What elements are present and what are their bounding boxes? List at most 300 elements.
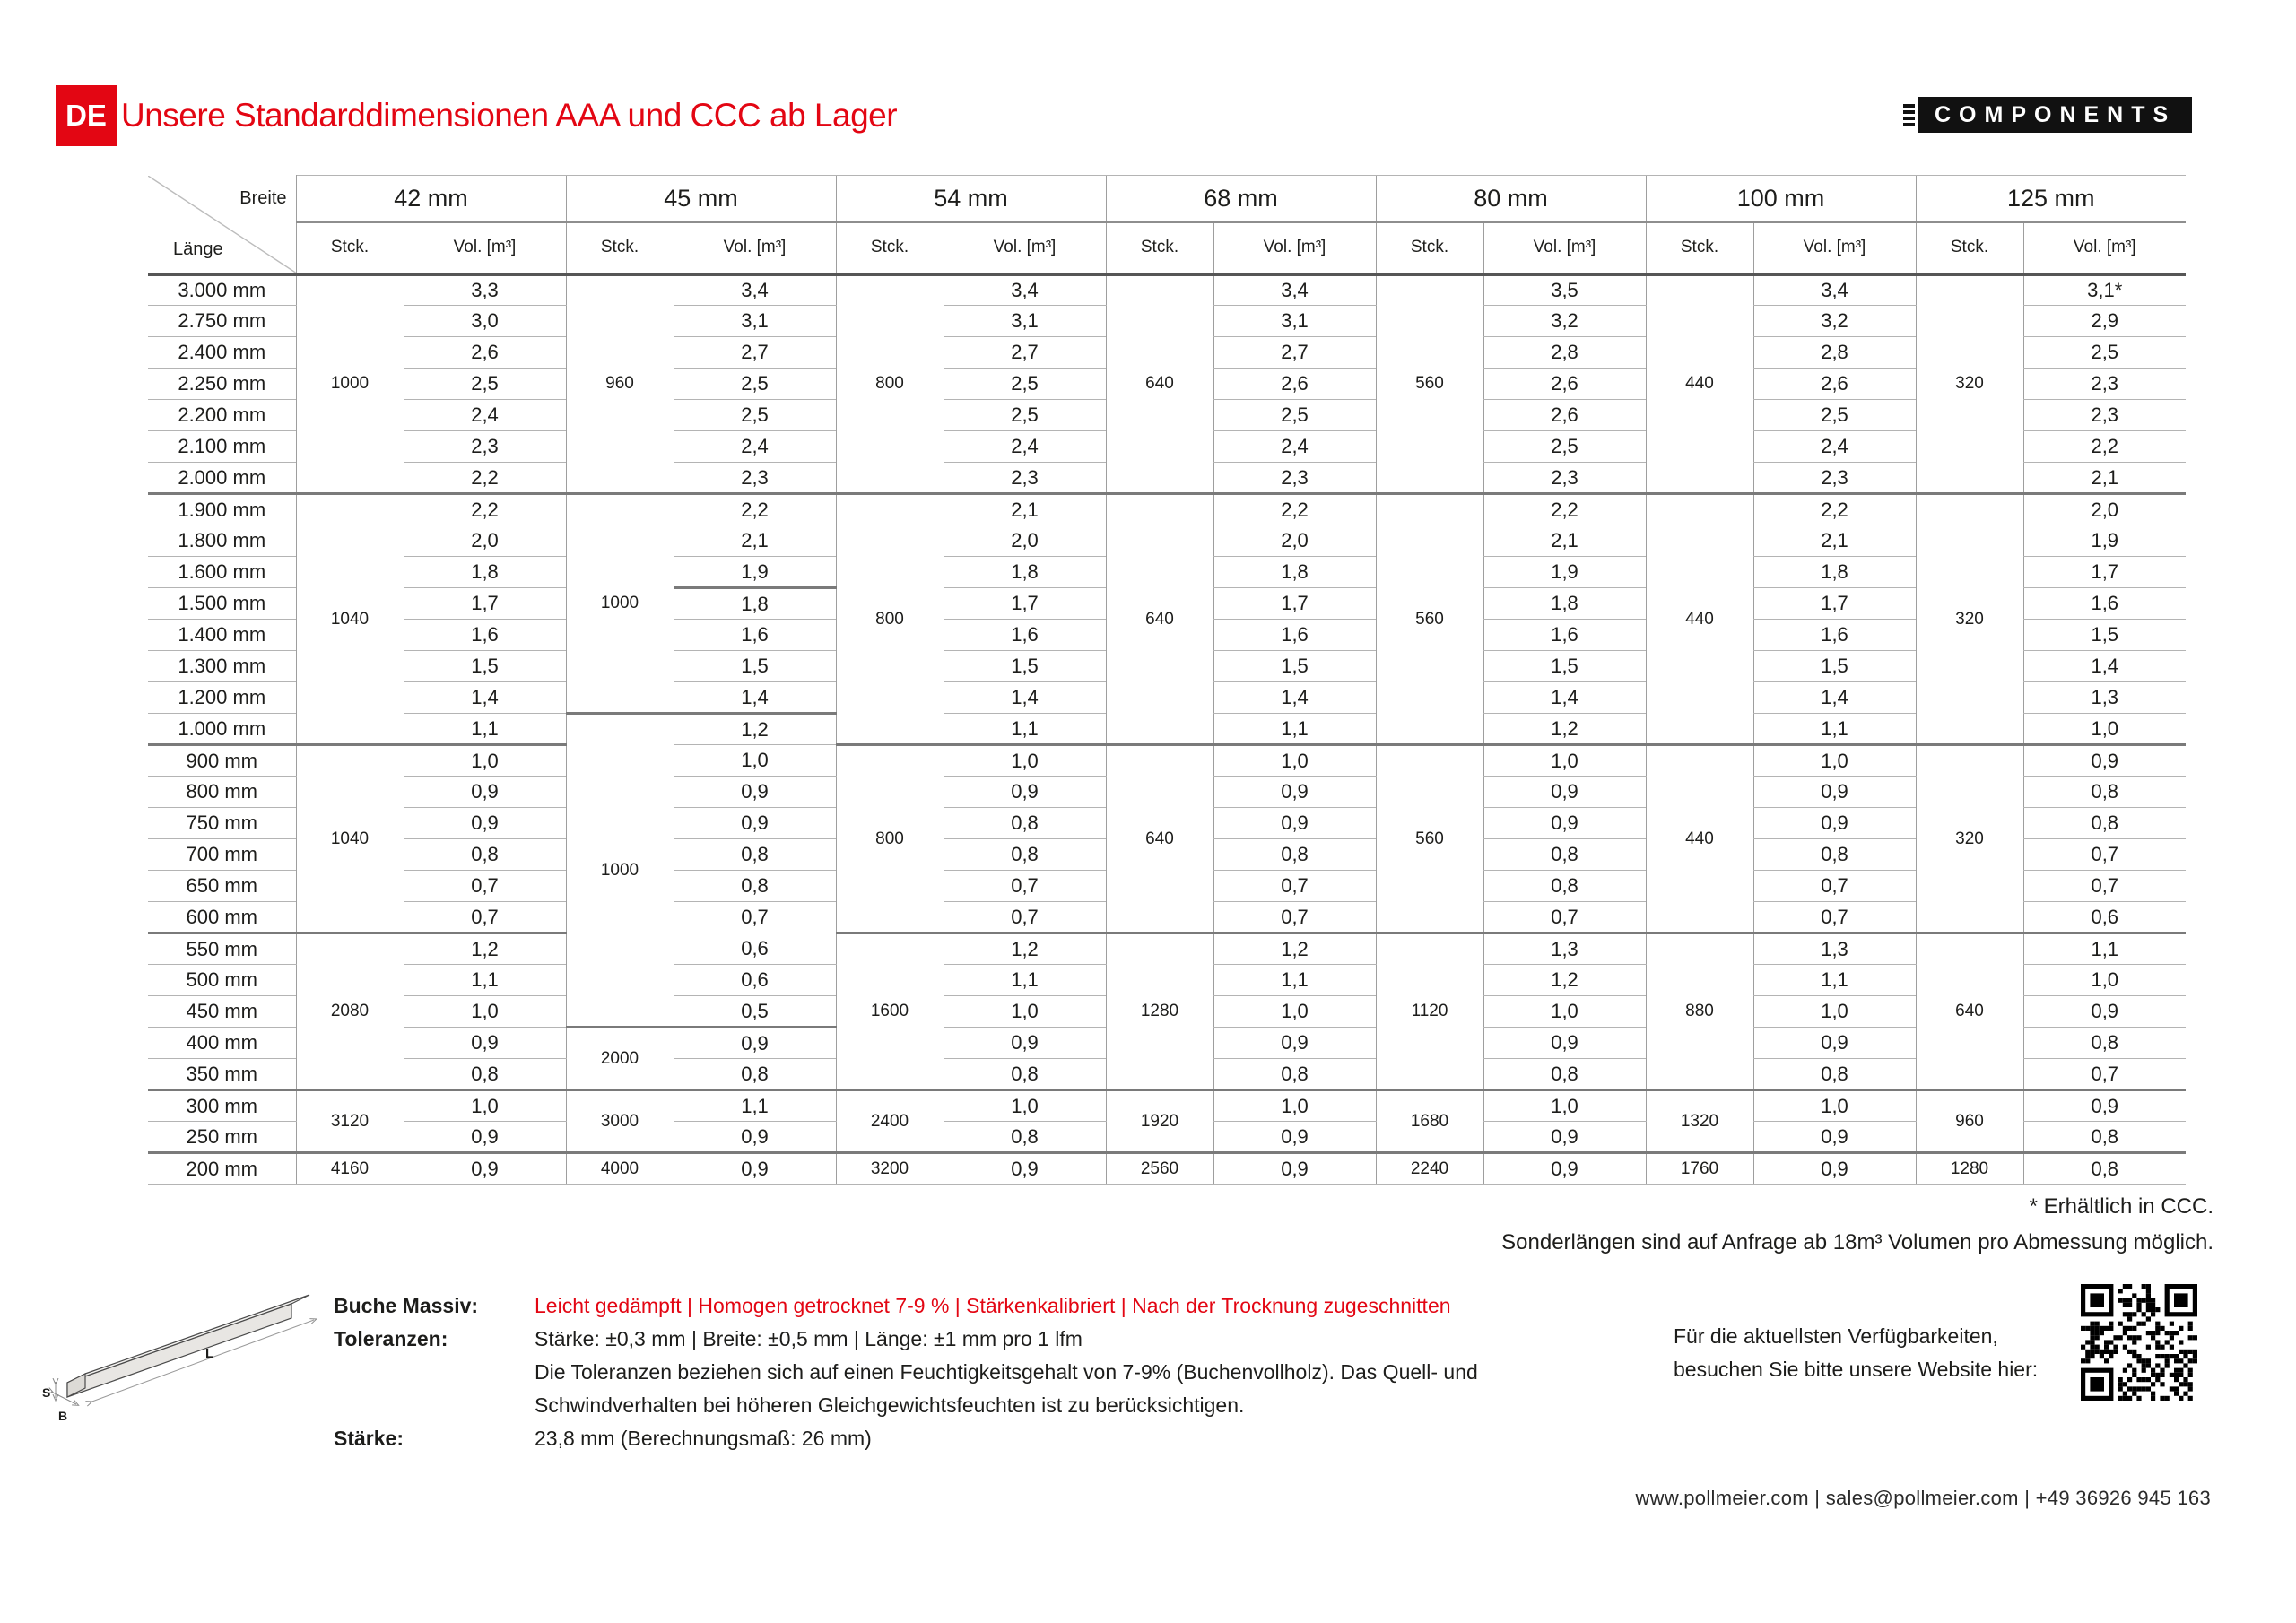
- corner-label-breite: Breite: [239, 187, 287, 208]
- vol-cell: 1,4: [2023, 651, 2186, 682]
- vol-cell: 0,9: [1753, 1122, 1916, 1153]
- stck-cell: 800: [836, 745, 944, 933]
- vol-cell: 2,6: [1483, 400, 1646, 431]
- vol-cell: 2,5: [1753, 400, 1916, 431]
- vol-cell: 2,3: [404, 431, 566, 463]
- vol-cell: 0,9: [404, 1153, 566, 1185]
- vol-cell: 0,8: [1753, 839, 1916, 871]
- length-cell: 1.600 mm: [148, 557, 296, 588]
- website-note-line1: Für die aktuellsten Verfügbarkeiten,: [1674, 1324, 1998, 1348]
- vol-cell: 0,9: [1753, 777, 1916, 808]
- vol-cell: 2,2: [1483, 494, 1646, 525]
- vol-cell: 2,0: [2023, 494, 2186, 525]
- stck-cell: 1040: [296, 494, 404, 745]
- vol-cell: 0,9: [1483, 1122, 1646, 1153]
- vol-cell: 2,9: [2023, 306, 2186, 337]
- vol-cell: 2,4: [404, 400, 566, 431]
- vol-cell: 0,9: [1753, 808, 1916, 839]
- vol-cell: 1,8: [1213, 557, 1376, 588]
- vol-cell: 1,2: [674, 714, 836, 745]
- stck-subheader: Stck.: [1646, 222, 1753, 274]
- vol-cell: 1,7: [2023, 557, 2186, 588]
- vol-cell: 1,0: [1753, 1090, 1916, 1122]
- vol-cell: 1,0: [2023, 965, 2186, 996]
- vol-cell: 0,9: [674, 777, 836, 808]
- vol-cell: 1,5: [944, 651, 1106, 682]
- length-cell: 250 mm: [148, 1122, 296, 1153]
- spec-text: Leicht gedämpft | Homogen getrocknet 7-9 % | Stärkenkalibriert | Nach der Trocknung zugeschnitten: [535, 1294, 1451, 1317]
- vol-cell: 0,9: [674, 808, 836, 839]
- vol-cell: 1,2: [1483, 965, 1646, 996]
- width-header: 68 mm: [1106, 176, 1376, 222]
- vol-cell: 0,7: [1753, 902, 1916, 933]
- stck-cell: 1320: [1646, 1090, 1753, 1153]
- vol-cell: 2,0: [1213, 525, 1376, 557]
- width-header: 100 mm: [1646, 176, 1916, 222]
- vol-cell: 0,9: [1213, 1028, 1376, 1059]
- corner-label-laenge: Länge: [173, 239, 223, 259]
- vol-cell: 1,5: [1753, 651, 1916, 682]
- vol-cell: 2,6: [404, 337, 566, 369]
- vol-cell: 0,7: [1753, 871, 1916, 902]
- stck-cell: 2240: [1376, 1153, 1483, 1185]
- spec-row: [334, 1422, 1478, 1455]
- vol-cell: 2,1: [674, 525, 836, 557]
- vol-cell: 3,1: [674, 306, 836, 337]
- vol-cell: 1,2: [1483, 714, 1646, 745]
- vol-cell: 2,5: [404, 369, 566, 400]
- vol-cell: 2,4: [674, 431, 836, 463]
- vol-subheader: Vol. [m³]: [1483, 222, 1646, 274]
- stck-cell: 3120: [296, 1090, 404, 1153]
- vol-cell: 2,5: [944, 400, 1106, 431]
- vol-cell: 0,9: [2023, 996, 2186, 1028]
- logo-bars-icon: [1903, 104, 1915, 126]
- contact-footer: www.pollmeier.com | sales@pollmeier.com | +49 36926 945 163: [1635, 1487, 2211, 1509]
- vol-cell: 0,7: [1483, 902, 1646, 933]
- vol-cell: 1,5: [1213, 651, 1376, 682]
- stck-cell: 640: [1916, 933, 2023, 1090]
- vol-subheader: Vol. [m³]: [1753, 222, 1916, 274]
- vol-cell: 1,1: [1213, 714, 1376, 745]
- page-title: Unsere Standarddimensionen AAA und CCC ab Lager: [121, 97, 898, 134]
- vol-cell: 3,4: [674, 274, 836, 306]
- vol-cell: 1,0: [1753, 996, 1916, 1028]
- beam-illustration: [40, 1266, 336, 1445]
- vol-cell: 1,2: [1213, 933, 1376, 965]
- width-header: 42 mm: [296, 176, 566, 222]
- vol-cell: 0,8: [2023, 808, 2186, 839]
- vol-cell: 1,0: [674, 745, 836, 777]
- vol-cell: 1,5: [2023, 620, 2186, 651]
- dimensions-table: [148, 175, 2186, 1185]
- vol-subheader: Vol. [m³]: [674, 222, 836, 274]
- vol-cell: 1,0: [404, 745, 566, 777]
- length-cell: 900 mm: [148, 745, 296, 777]
- stck-cell: 640: [1106, 745, 1213, 933]
- length-cell: 400 mm: [148, 1028, 296, 1059]
- width-header: 45 mm: [566, 176, 836, 222]
- vol-cell: 2,3: [674, 463, 836, 494]
- vol-cell: 0,8: [944, 808, 1106, 839]
- vol-cell: 1,7: [1753, 588, 1916, 620]
- vol-cell: 1,1: [404, 965, 566, 996]
- vol-cell: 2,3: [1483, 463, 1646, 494]
- length-cell: 200 mm: [148, 1153, 296, 1185]
- website-note: [1674, 1320, 2038, 1386]
- vol-cell: 1,7: [1213, 588, 1376, 620]
- vol-cell: 1,8: [1483, 588, 1646, 620]
- vol-cell: 1,1: [944, 965, 1106, 996]
- vol-cell: 2,0: [944, 525, 1106, 557]
- vol-cell: 2,4: [1213, 431, 1376, 463]
- vol-cell: 1,8: [404, 557, 566, 588]
- vol-cell: 1,1: [1753, 714, 1916, 745]
- spec-text: Stärke: ±0,3 mm | Breite: ±0,5 mm | Länge: ±1 mm pro 1 lfm Die Toleranzen beziehen sich auf einen Feuchtigkeitsgehalt von 7-9% (Buchenvollholz). Das Quell- und Schwindverhalten bei höheren Gleichgewichtsfeuchten ist zu berücksichtigen.: [535, 1327, 1478, 1417]
- vol-cell: 1,0: [1483, 1090, 1646, 1122]
- stck-subheader: Stck.: [1376, 222, 1483, 274]
- vol-cell: 0,9: [674, 1028, 836, 1059]
- length-cell: 2.200 mm: [148, 400, 296, 431]
- vol-cell: 1,6: [674, 620, 836, 651]
- vol-cell: 2,4: [1753, 431, 1916, 463]
- beam-label-l: L: [205, 1346, 214, 1361]
- specs: [334, 1289, 1478, 1455]
- stck-cell: 1280: [1106, 933, 1213, 1090]
- vol-cell: 1,0: [404, 1090, 566, 1122]
- vol-cell: 2,5: [1483, 431, 1646, 463]
- vol-cell: 2,3: [944, 463, 1106, 494]
- vol-cell: 1,4: [1483, 682, 1646, 714]
- vol-cell: 0,9: [1213, 1153, 1376, 1185]
- vol-cell: 2,7: [674, 337, 836, 369]
- vol-cell: 1,0: [1213, 996, 1376, 1028]
- length-cell: 650 mm: [148, 871, 296, 902]
- vol-cell: 1,0: [944, 996, 1106, 1028]
- length-cell: 2.400 mm: [148, 337, 296, 369]
- stck-cell: 3000: [566, 1090, 674, 1153]
- vol-cell: 1,4: [1213, 682, 1376, 714]
- vol-cell: 1,0: [944, 745, 1106, 777]
- length-cell: 350 mm: [148, 1059, 296, 1090]
- vol-cell: 1,0: [2023, 714, 2186, 745]
- logo-text: COMPONENTS: [1935, 101, 2177, 127]
- length-cell: 500 mm: [148, 965, 296, 996]
- vol-cell: 0,8: [404, 1059, 566, 1090]
- vol-cell: 2,4: [944, 431, 1106, 463]
- length-cell: 2.250 mm: [148, 369, 296, 400]
- vol-cell: 1,6: [1483, 620, 1646, 651]
- vol-cell: 2,6: [1213, 369, 1376, 400]
- vol-cell: 0,9: [1483, 777, 1646, 808]
- vol-cell: 0,6: [2023, 902, 2186, 933]
- length-cell: 1.300 mm: [148, 651, 296, 682]
- vol-cell: 0,8: [1483, 871, 1646, 902]
- vol-cell: 0,9: [1483, 1028, 1646, 1059]
- stck-cell: 1760: [1646, 1153, 1753, 1185]
- vol-cell: 3,2: [1483, 306, 1646, 337]
- length-cell: 1.000 mm: [148, 714, 296, 745]
- vol-cell: 3,5: [1483, 274, 1646, 306]
- vol-cell: 0,9: [404, 1028, 566, 1059]
- vol-cell: 2,2: [2023, 431, 2186, 463]
- vol-cell: 0,9: [404, 1122, 566, 1153]
- vol-cell: 1,1: [1213, 965, 1376, 996]
- vol-cell: 0,9: [944, 1153, 1106, 1185]
- stck-cell: 960: [1916, 1090, 2023, 1153]
- vol-cell: 1,4: [404, 682, 566, 714]
- vol-cell: 1,1: [1753, 965, 1916, 996]
- vol-cell: 0,9: [1753, 1028, 1916, 1059]
- beam-label-b: B: [58, 1409, 68, 1423]
- vol-cell: 1,2: [944, 933, 1106, 965]
- vol-cell: 2,5: [674, 369, 836, 400]
- footnotes: [1501, 1189, 2213, 1261]
- vol-cell: 3,4: [1753, 274, 1916, 306]
- vol-cell: 1,4: [674, 682, 836, 714]
- spec-row: [334, 1323, 1478, 1422]
- vol-cell: 1,1: [404, 714, 566, 745]
- vol-cell: 1,6: [404, 620, 566, 651]
- stck-cell: 1040: [296, 745, 404, 933]
- vol-cell: 2,7: [1213, 337, 1376, 369]
- vol-cell: 0,8: [1213, 1059, 1376, 1090]
- vol-cell: 0,7: [944, 902, 1106, 933]
- vol-cell: 2,2: [404, 494, 566, 525]
- stck-cell: 560: [1376, 494, 1483, 745]
- stck-cell: 640: [1106, 274, 1213, 494]
- stck-subheader: Stck.: [1106, 222, 1213, 274]
- vol-cell: 1,1: [2023, 933, 2186, 965]
- vol-cell: 0,7: [944, 871, 1106, 902]
- stck-cell: 1000: [566, 714, 674, 1028]
- vol-cell: 0,8: [944, 1122, 1106, 1153]
- stck-cell: 880: [1646, 933, 1753, 1090]
- stck-cell: 1600: [836, 933, 944, 1090]
- length-cell: 1.800 mm: [148, 525, 296, 557]
- vol-cell: 0,6: [674, 965, 836, 996]
- stck-cell: 320: [1916, 274, 2023, 494]
- vol-subheader: Vol. [m³]: [1213, 222, 1376, 274]
- vol-cell: 1,5: [674, 651, 836, 682]
- vol-cell: 2,8: [1753, 337, 1916, 369]
- vol-cell: 0,9: [404, 808, 566, 839]
- vol-subheader: Vol. [m³]: [944, 222, 1106, 274]
- stck-cell: 2080: [296, 933, 404, 1090]
- vol-cell: 0,8: [2023, 1028, 2186, 1059]
- logo-box: [1918, 97, 2192, 133]
- vol-cell: 1,4: [1753, 682, 1916, 714]
- vol-cell: 0,7: [1213, 902, 1376, 933]
- stck-cell: 800: [836, 274, 944, 494]
- vol-cell: 0,7: [404, 871, 566, 902]
- vol-cell: 1,3: [2023, 682, 2186, 714]
- stck-cell: 960: [566, 274, 674, 494]
- vol-cell: 2,3: [2023, 369, 2186, 400]
- vol-cell: 3,4: [944, 274, 1106, 306]
- length-cell: 3.000 mm: [148, 274, 296, 306]
- vol-cell: 0,8: [944, 839, 1106, 871]
- vol-cell: 3,3: [404, 274, 566, 306]
- components-logo: [1903, 97, 2192, 133]
- vol-cell: 1,0: [404, 996, 566, 1028]
- vol-cell: 2,2: [1753, 494, 1916, 525]
- vol-cell: 0,9: [1753, 1153, 1916, 1185]
- stck-cell: 560: [1376, 745, 1483, 933]
- vol-cell: 3,1: [944, 306, 1106, 337]
- vol-cell: 0,9: [1483, 1153, 1646, 1185]
- vol-cell: 1,8: [944, 557, 1106, 588]
- vol-cell: 3,2: [1753, 306, 1916, 337]
- vol-cell: 0,8: [1483, 1059, 1646, 1090]
- vol-cell: 0,8: [2023, 1122, 2186, 1153]
- vol-cell: 1,9: [674, 557, 836, 588]
- vol-cell: 2,3: [1753, 463, 1916, 494]
- vol-cell: 0,7: [2023, 839, 2186, 871]
- width-header: 54 mm: [836, 176, 1106, 222]
- vol-cell: 2,7: [944, 337, 1106, 369]
- vol-cell: 2,3: [1213, 463, 1376, 494]
- vol-cell: 1,6: [2023, 588, 2186, 620]
- vol-cell: 0,9: [944, 1028, 1106, 1059]
- stck-subheader: Stck.: [836, 222, 944, 274]
- vol-cell: 0,9: [944, 777, 1106, 808]
- stck-subheader: Stck.: [566, 222, 674, 274]
- vol-cell: 2,0: [404, 525, 566, 557]
- spec-row: [334, 1289, 1478, 1323]
- stck-cell: 1920: [1106, 1090, 1213, 1153]
- vol-cell: 1,3: [1753, 933, 1916, 965]
- stck-cell: 3200: [836, 1153, 944, 1185]
- vol-cell: 0,8: [674, 1059, 836, 1090]
- vol-cell: 2,3: [2023, 400, 2186, 431]
- vol-cell: 2,5: [1213, 400, 1376, 431]
- spec-label: Stärke:: [334, 1427, 404, 1450]
- vol-cell: 2,1: [1483, 525, 1646, 557]
- vol-cell: 1,0: [944, 1090, 1106, 1122]
- beam-label-s: S: [42, 1385, 51, 1400]
- length-cell: 450 mm: [148, 996, 296, 1028]
- stck-subheader: Stck.: [1916, 222, 2023, 274]
- vol-cell: 3,0: [404, 306, 566, 337]
- vol-cell: 2,1: [2023, 463, 2186, 494]
- vol-cell: 1,3: [1483, 933, 1646, 965]
- vol-cell: 1,7: [944, 588, 1106, 620]
- vol-cell: 2,6: [1483, 369, 1646, 400]
- length-cell: 750 mm: [148, 808, 296, 839]
- stck-cell: 440: [1646, 274, 1753, 494]
- length-cell: 1.500 mm: [148, 588, 296, 620]
- vol-cell: 1,0: [1753, 745, 1916, 777]
- stck-cell: 2560: [1106, 1153, 1213, 1185]
- vol-cell: 0,9: [1213, 808, 1376, 839]
- length-cell: 2.750 mm: [148, 306, 296, 337]
- vol-cell: 0,7: [404, 902, 566, 933]
- vol-cell: 0,9: [404, 777, 566, 808]
- stck-cell: 4000: [566, 1153, 674, 1185]
- vol-cell: 1,6: [1213, 620, 1376, 651]
- vol-cell: 2,1: [944, 494, 1106, 525]
- vol-cell: 1,6: [944, 620, 1106, 651]
- vol-cell: 0,7: [2023, 871, 2186, 902]
- stck-cell: 1680: [1376, 1090, 1483, 1153]
- vol-cell: 2,1: [1753, 525, 1916, 557]
- stck-cell: 2400: [836, 1090, 944, 1153]
- vol-cell: 1,4: [944, 682, 1106, 714]
- vol-cell: 2,2: [674, 494, 836, 525]
- stck-cell: 4160: [296, 1153, 404, 1185]
- vol-cell: 0,9: [674, 1122, 836, 1153]
- vol-cell: 1,0: [1483, 996, 1646, 1028]
- vol-cell: 0,7: [674, 902, 836, 933]
- vol-cell: 1,1: [944, 714, 1106, 745]
- qr-code: [2081, 1284, 2197, 1401]
- length-cell: 2.100 mm: [148, 431, 296, 463]
- vol-cell: 0,8: [944, 1059, 1106, 1090]
- vol-cell: 1,5: [1483, 651, 1646, 682]
- stck-cell: 440: [1646, 494, 1753, 745]
- length-cell: 550 mm: [148, 933, 296, 965]
- table-corner: [148, 176, 296, 274]
- vol-subheader: Vol. [m³]: [2023, 222, 2186, 274]
- stck-cell: 1280: [1916, 1153, 2023, 1185]
- vol-cell: 1,6: [1753, 620, 1916, 651]
- length-cell: 2.000 mm: [148, 463, 296, 494]
- vol-cell: 0,8: [674, 839, 836, 871]
- vol-cell: 2,6: [1753, 369, 1916, 400]
- vol-cell: 3,1*: [2023, 274, 2186, 306]
- vol-cell: 1,2: [404, 933, 566, 965]
- stck-cell: 560: [1376, 274, 1483, 494]
- stck-cell: 800: [836, 494, 944, 745]
- length-cell: 1.400 mm: [148, 620, 296, 651]
- stck-cell: 640: [1106, 494, 1213, 745]
- vol-cell: 1,0: [1213, 745, 1376, 777]
- stck-cell: 440: [1646, 745, 1753, 933]
- stck-cell: 1000: [566, 494, 674, 714]
- vol-cell: 0,9: [1483, 808, 1646, 839]
- vol-cell: 0,8: [1483, 839, 1646, 871]
- vol-cell: 2,2: [1213, 494, 1376, 525]
- vol-cell: 2,5: [674, 400, 836, 431]
- vol-cell: 2,5: [944, 369, 1106, 400]
- width-header: 125 mm: [1916, 176, 2186, 222]
- vol-cell: 3,1: [1213, 306, 1376, 337]
- vol-cell: 1,0: [1483, 745, 1646, 777]
- length-cell: 1.200 mm: [148, 682, 296, 714]
- length-cell: 600 mm: [148, 902, 296, 933]
- stck-cell: 1000: [296, 274, 404, 494]
- vol-cell: 0,8: [674, 871, 836, 902]
- stck-cell: 2000: [566, 1028, 674, 1090]
- vol-cell: 1,8: [674, 588, 836, 620]
- vol-cell: 2,8: [1483, 337, 1646, 369]
- stck-cell: 1120: [1376, 933, 1483, 1090]
- width-header: 80 mm: [1376, 176, 1646, 222]
- vol-cell: 0,9: [1213, 1122, 1376, 1153]
- vol-cell: 0,6: [674, 933, 836, 965]
- vol-cell: 0,8: [2023, 777, 2186, 808]
- footnote-ccc: * Erhältlich in CCC.: [2029, 1194, 2213, 1219]
- spec-label: Toleranzen:: [334, 1327, 448, 1350]
- length-cell: 800 mm: [148, 777, 296, 808]
- spec-label: Buche Massiv:: [334, 1294, 479, 1317]
- stck-cell: 320: [1916, 494, 2023, 745]
- vol-cell: 0,8: [1213, 839, 1376, 871]
- vol-cell: 1,1: [674, 1090, 836, 1122]
- spec-text: 23,8 mm (Berechnungsmaß: 26 mm): [535, 1427, 872, 1450]
- vol-cell: 0,9: [2023, 745, 2186, 777]
